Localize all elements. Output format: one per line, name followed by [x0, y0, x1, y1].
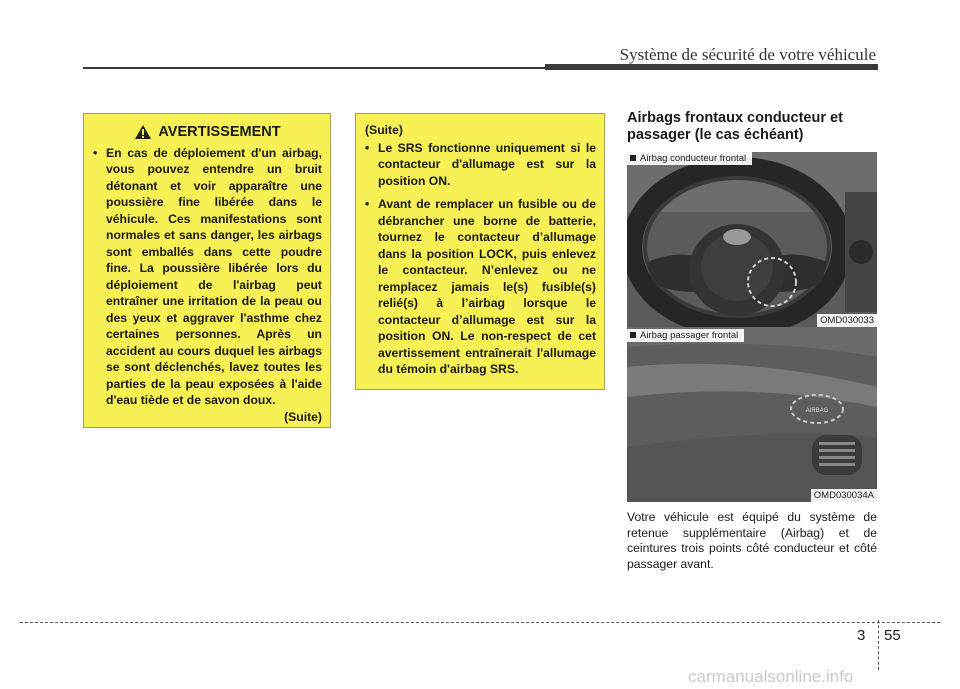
airbag-label: AIRBAG — [805, 408, 829, 414]
page-number: 55 — [884, 627, 901, 644]
warning-bullet-text: En cas de déploiement d'un airbag, vous pouvez entendre un bruit détonant et voir apparaître une poussière fine libérée dans le véhicule. Ces manifestations sont normales et sans danger, les airbags sont emballés dans cette poudre fine. La poussière libérée lors du déploiement de l'airbag peut entraîner une irritation de la peau ou des yeux et aggraver l'asthme chez certaines personnes. Après un accident au cours duquel les airbags se sont déclenchés, lavez toutes les parties de la peau exposées à l'aide d'eau tiède et de savon doux. — [106, 145, 322, 407]
footer-divider — [878, 620, 879, 670]
header-rule-accent — [545, 64, 878, 70]
footer-rule — [20, 622, 940, 623]
dashboard-illustration — [627, 327, 877, 502]
warning-triangle-icon — [134, 124, 152, 140]
section-title: Airbags frontaux conducteur et passager (le cas échéant) — [627, 110, 843, 143]
warning-bullet — [365, 140, 596, 190]
air-vent — [812, 435, 862, 475]
warning-heading-label: AVERTISSEMENT — [158, 124, 281, 140]
warning-bullet-text: Le SRS fonctionne uniquement si le contacteur d'allumage est sur la position ON. — [378, 140, 596, 188]
passenger-airbag-photo — [627, 327, 877, 502]
photo-caption — [627, 152, 752, 165]
warning-box — [83, 113, 331, 428]
bullet-dot: • — [365, 140, 370, 155]
warning-box-continued — [355, 113, 605, 390]
photo-caption — [627, 329, 744, 342]
steering-wheel-illustration — [627, 152, 877, 327]
photo-code: OMD030033 — [817, 314, 877, 327]
warning-bullet-text: Avant de remplacer un fusible ou de débrancher une borne de batterie, tournez le contacteur d’allumage dans la position LOCK, puis enlevez le contacteur. N’enlevez ou ne remplacez jamais le(s) fusible(s) relié(s) à l’airbag lorsque le contacteur d’allumage est sur la position ON. Le non-respect de cet avertissement entraînerait l'allumage du témoin d'airbag SRS. — [378, 197, 596, 376]
photo-caption-text: Airbag conducteur frontal — [640, 153, 747, 164]
continued-heading: (Suite) — [365, 123, 403, 137]
chapter-number: 3 — [857, 627, 866, 644]
bullet-dot: • — [365, 197, 370, 211]
continued-label: (Suite) — [284, 409, 322, 424]
watermark: carmanualsonline.info — [688, 667, 854, 686]
square-bullet-icon — [630, 332, 636, 338]
bullet-dot: • — [93, 145, 98, 160]
driver-airbag-photo — [627, 152, 877, 327]
page-header-title: Système de sécurité de votre véhicule — [619, 45, 876, 64]
warning-bullet — [365, 196, 596, 378]
warning-bullet — [93, 145, 322, 409]
photo-caption-text: Airbag passager frontal — [640, 330, 739, 341]
square-bullet-icon — [630, 155, 636, 161]
warning-heading — [93, 124, 322, 141]
section-body: Votre véhicule est équipé du système de retenue supplémentaire (Airbag) et de ceintures trois points côté conducteur et côté passager avant. — [627, 510, 877, 571]
photo-code: OMD030034A — [811, 489, 877, 502]
